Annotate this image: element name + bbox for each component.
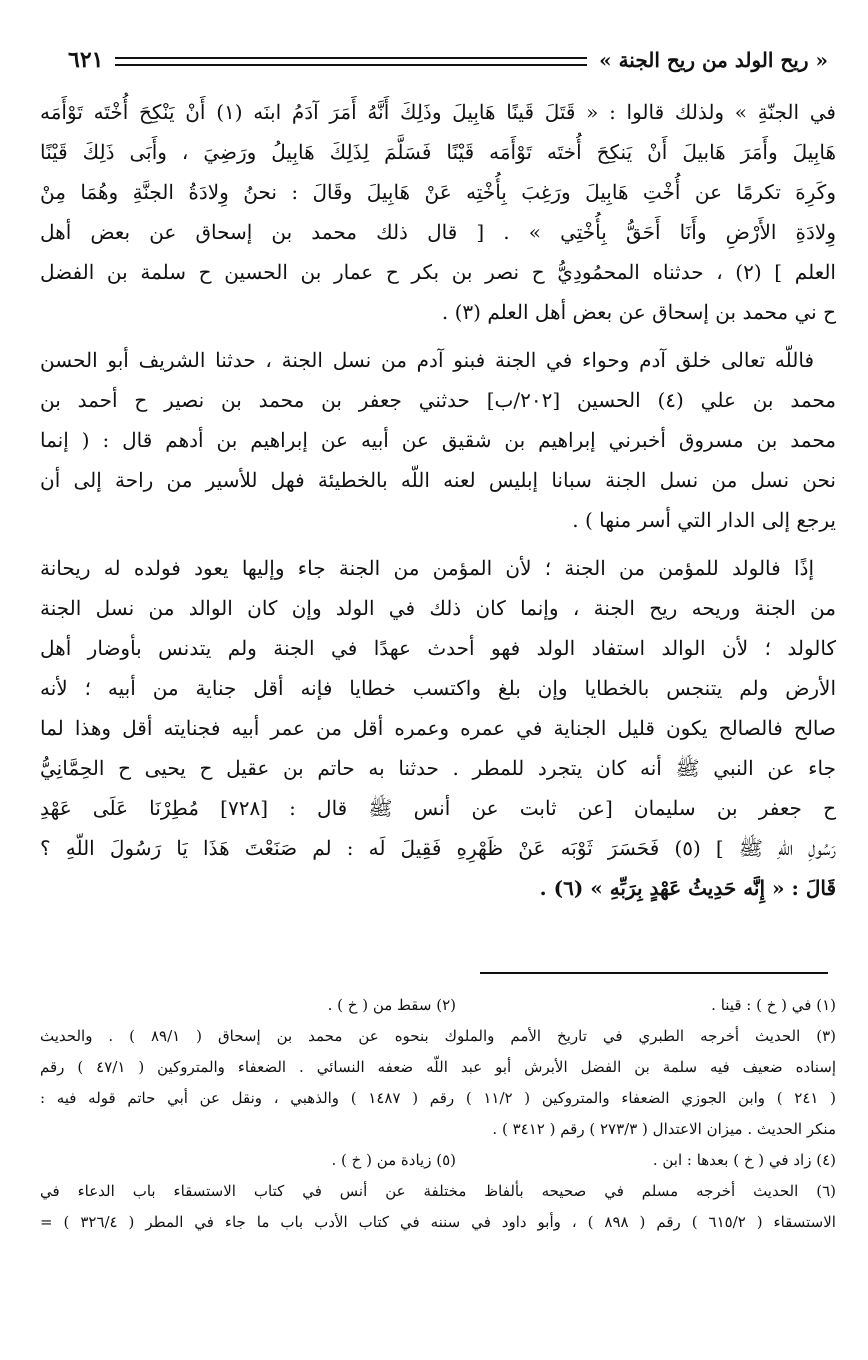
footnote-3-line: منكر الحديث . ميزان الاعتدال ( ٢٧٣/٣ ) رقم ( ٣٤١٢ ) . <box>492 1120 836 1138</box>
footnote-1: (١) في ( خ ) : قينا . <box>711 996 836 1014</box>
footnote-6-line: الاستسقاء ( ٦١٥/٢ ) رقم ( ٨٩٨ ) ، وأبو داود في سننه في كتاب الأدب باب ما جاء في المطر ( ٣٢٦/٤ ) = <box>40 1213 836 1231</box>
text-line: وكَرِهَ تكرمًا عن أُخْتِ هَابِيلَ ورَغِبَ بِأُخْتِه عَنْ هَابِيلَ وقَالَ : نحنُ وِلادَةُ الجنَّةِ وهُمَا مِنْ <box>40 180 836 204</box>
text-line: يرجع إلى الدار التي أسر منها ) . <box>572 508 836 532</box>
page-header <box>68 42 828 78</box>
text-line: من الجنة وريحه ريح الجنة ، وإنما كان ذلك في الولد وإن كان الوالد من نسل الجنة <box>40 596 836 620</box>
text-line: في الجنّةِ » ولذلك قالوا : « قَتَلَ قَينًا هَابِيلَ وذَلِكَ أَنَّهُ أَمَرَ آدَمُ ابنَه (١) أَنْ يَنْكِحَ أُخْتَه تَوْأَمَه <box>40 100 836 124</box>
footnote-3-line: ( ٢٤١ ) وابن الجوزي الضعفاء والمتروكين ( ١١/٢ ) رقم ( ١٤٨٧ ) والذهبي ، ونقل عن أبي حاتم قوله فيه : <box>40 1089 836 1107</box>
text-line: إذًا فالولد للمؤمن من الجنة ؛ لأن المؤمن من الجنة جاء وإليها يعود فولده له ريحانة <box>40 556 814 580</box>
running-title: « ريح الولد من ريح الجنة » <box>599 48 828 72</box>
footnote-separator <box>480 972 828 974</box>
text-line: ح ني محمد بن إسحاق عن بعض أهل العلم (٣) . <box>441 300 836 324</box>
main-text <box>40 92 836 916</box>
text-line: محمد بن مسروق أخبرني إبراهيم بن شقيق عن أبيه عن إبراهيم بن أدهم قال : ( إنما <box>40 428 836 452</box>
footnote-3-line: إسناده ضعيف فيه سلمة بن الفضل الأبرش أبو عبد اللّه ضعفه النسائي . الضعفاء والمتروكين ( ٤٧/١ ) رقم <box>40 1058 836 1076</box>
footnote-4: (٤) زاد في ( خ ) بعدها : ابن . <box>652 1151 836 1169</box>
paragraph-3 <box>40 548 836 908</box>
text-line: ح جعفر بن سليمان [عن ثابت عن أنس ﷺ قال : [٧٢٨] مُطِرْنَا عَلَى عَهْدِ <box>40 796 836 820</box>
footnote-5: (٥) زيادة من ( خ ) . <box>331 1151 456 1169</box>
text-line: نحن نسل من نسل الجنة سبانا إبليس لعنه اللّه بالخطيئة فهل للأسير من راحة إلى أن <box>40 468 836 492</box>
footnotes <box>40 990 836 1238</box>
text-line: العلم ] (٢) ، حدثناه المحمُودِيُّ ح نصر بن بكر ح عمار بن الحسين ح سلمة بن الفضل <box>40 260 836 284</box>
text-line: جاء عن النبي ﷺ أنه كان يتجرد للمطر . حدثنا به حاتم بن عقيل ح يحيى ح الحِمَّانِيُّ <box>40 756 836 780</box>
paragraph-2 <box>40 340 836 540</box>
text-line: وِلادَةِ الأَرْضِ وأَنَا أَحَقُّ بِأُخْتِي » . [ قال ذلك محمد بن إسحاق عن بعض أهل <box>40 220 836 244</box>
footnote-3-line: (٣) الحديث أخرجه الطبري في تاريخ الأمم والملوك بنحوه عن محمد بن إسحاق ( ٨٩/١ ) . والحديث <box>40 1027 836 1045</box>
footnote-row <box>40 1145 836 1176</box>
text-line: صالح فالصالح يكون قليل الجناية في عمره وعمره أقل من عمر أبيه فجنايته أقل وهذا لما <box>40 716 836 740</box>
text-line: محمد بن علي (٤) الحسين [٢٠٢/ب] حدثني جعفر بن محمد بن نصير ح أحمد بن <box>40 388 836 412</box>
footnote-2: (٢) سقط من ( خ ) . <box>327 996 456 1014</box>
text-line: كالولد ؛ لأن الوالد استفاد الولد فهو أحدث عهدًا في الجنة ولم يتدنس بأوضار أهل <box>40 636 836 660</box>
footnote-6-line: (٦) الحديث أخرجه مسلم في صحيحه بألفاظ مختلفة عن أنس في كتاب الاستسقاء باب الدعاء في <box>40 1182 836 1200</box>
paragraph-1 <box>40 92 836 332</box>
text-line: فاللّه تعالى خلق آدم وحواء في الجنة فبنو آدم من نسل الجنة ، حدثنا الشريف أبو الحسن <box>40 348 814 372</box>
header-rule <box>115 57 587 66</box>
page-number: ٦٢١ <box>68 47 104 73</box>
text-line: هَابِيلَ وأَمَرَ هَابيلَ أَنْ يَنكِحَ أُختَه تَوْأَمَه قَيْنًا فَسَلَّمَ لِذَلِكَ هَابِيلُ ورَضِيَ ، وأَبَى ذَلِكَ قَيْنًا <box>40 140 836 164</box>
text-line: الأرض ولم يتنجس بالخطايا وإن بلغ واكتسب خطايا فإنه أقل جناية من أبيه ؛ لأنه <box>40 676 836 700</box>
text-line: قَالَ : « إِنَّه حَدِيثُ عَهْدٍ بِرَبِّهِ » (٦) . <box>539 876 836 900</box>
footnote-row <box>40 990 836 1021</box>
text-line: رَسُولِ اللّهِ ﷺ ] (٥) فَحَسَرَ ثَوْبَه عَنْ ظَهْرِهِ فَقِيلَ لَه : لم صَنَعْتَ هَذَا يَا رَسُولَ اللّهِ ؟ <box>40 836 836 860</box>
